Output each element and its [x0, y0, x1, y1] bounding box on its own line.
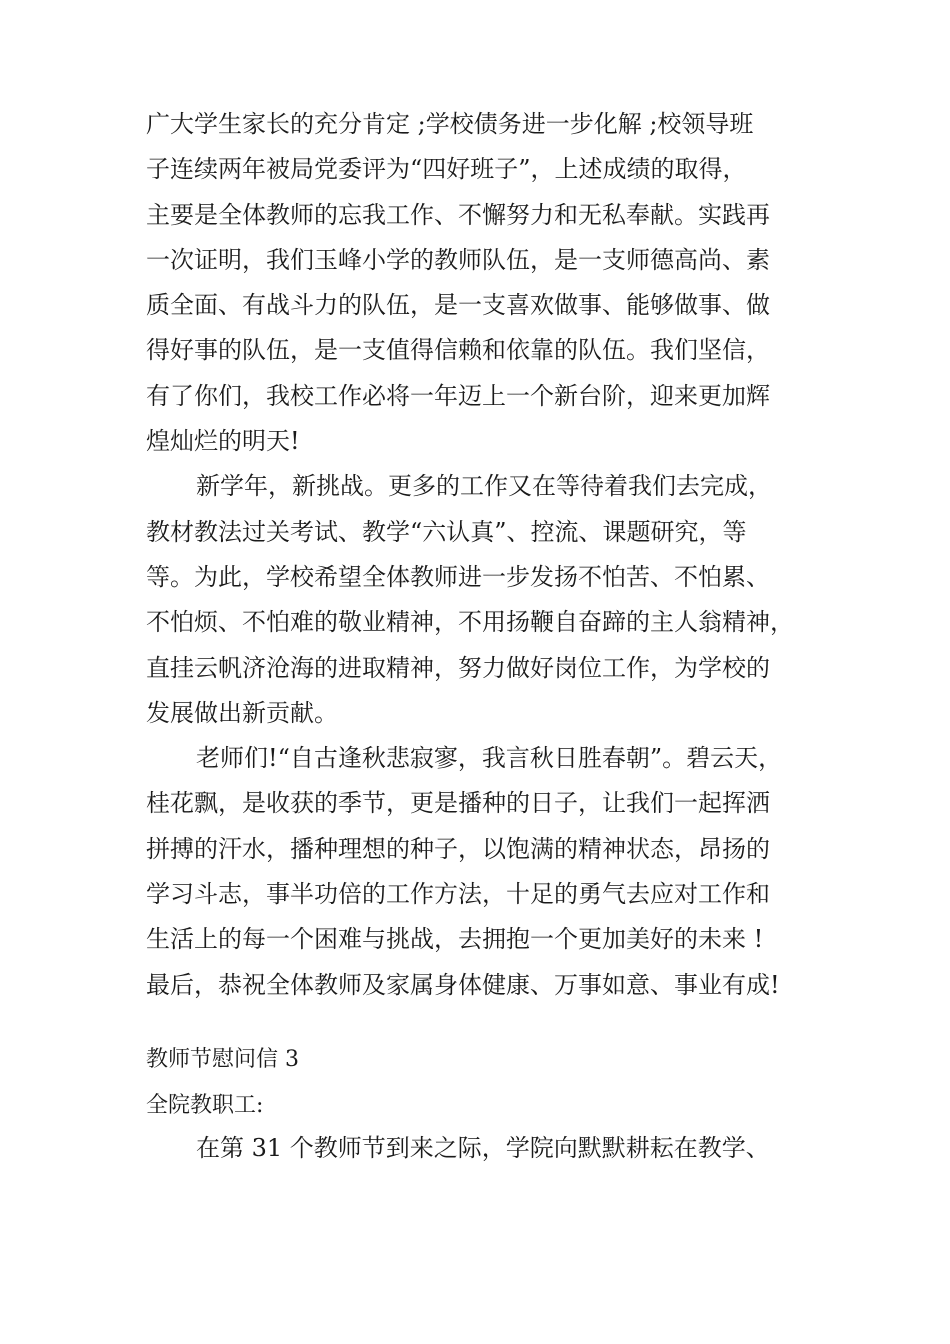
text-line: 直挂云帆济沧海的进取精神，努力做好岗位工作，为学校的: [146, 653, 770, 682]
paragraph-1: [146, 102, 806, 464]
text-line: 生活上的每一个困难与挑战，去拥抱一个更加美好的未来 !: [146, 925, 764, 954]
text-line: 有了你们，我校工作必将一年迈上一个新台阶，迎来更加辉: [146, 381, 770, 410]
text-line: 一次证明，我们玉峰小学的教师队伍，是一支师德高尚、素: [146, 245, 770, 274]
salutation: 全院教职工:: [146, 1092, 264, 1118]
paragraph-2: [146, 464, 806, 736]
text-line: 拼搏的汗水，播种理想的种子，以饱满的精神状态，昂扬的: [146, 834, 770, 863]
text-line: 煌灿烂的明天!: [146, 427, 300, 456]
text-line: 在第 31 个教师节到来之际，学院向默默耕耘在教学、: [196, 1134, 770, 1162]
text-line: 等。为此，学校希望全体教师进一步发扬不怕苦、不怕累、: [146, 562, 770, 591]
text-line: 新学年，新挑战。更多的工作又在等待着我们去完成，: [196, 472, 772, 501]
text-line: 广大学生家长的充分肯定 ;学校债务进一步化解 ;校领导班: [146, 110, 754, 138]
text-line: 发展做出新贡献。: [146, 698, 338, 727]
section-title: 教师节慰问信 3: [146, 1047, 299, 1072]
text-line: 桂花飘，是收获的季节，更是播种的日子，让我们一起挥洒: [146, 789, 770, 818]
text-line: 主要是全体教师的忘我工作、不懈努力和无私奉献。实践再: [146, 200, 770, 229]
text-line: 不怕烦、不怕难的敬业精神，不用扬鞭自奋蹄的主人翁精神，: [146, 608, 794, 637]
letter-body: [146, 102, 806, 1008]
section-body: [146, 1126, 806, 1171]
text-line: 子连续两年被局党委评为“四好班子”，上述成绩的取得，: [146, 155, 747, 184]
section-header: [146, 1037, 806, 1128]
text-line: 最后，恭祝全体教师及家属身体健康、万事如意、事业有成!: [146, 970, 780, 999]
text-line: 教材教法过关考试、教学“六认真”、控流、课题研究，等: [146, 517, 747, 546]
text-line: 得好事的队伍，是一支值得信赖和依靠的队伍。我们坚信，: [146, 336, 770, 365]
paragraph-3: [146, 736, 806, 1008]
text-line: 质全面、有战斗力的队伍，是一支喜欢做事、能够做事、做: [146, 291, 770, 320]
text-line: 老师们!“自古逢秋悲寂寥，我言秋日胜春朝”。碧云天，: [196, 744, 783, 773]
text-line: 学习斗志，事半功倍的工作方法，十足的勇气去应对工作和: [146, 880, 770, 909]
